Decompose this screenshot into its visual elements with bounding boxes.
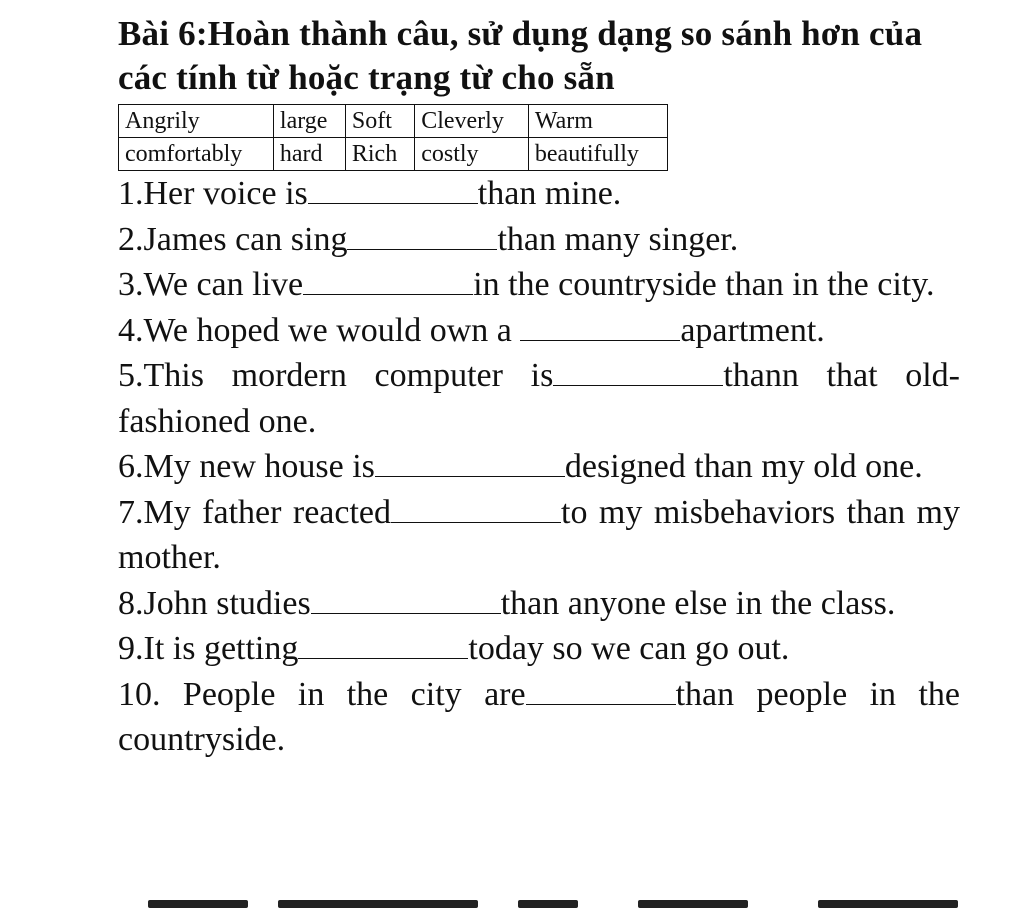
word-cell: beautifully bbox=[528, 138, 667, 171]
word-box-row bbox=[119, 105, 668, 138]
question-text-after: thann that old-fashioned one. bbox=[118, 357, 961, 440]
question-text-after: than many singer. bbox=[497, 220, 739, 258]
question-text-after: than anyone else in the class. bbox=[500, 584, 896, 622]
next-section-cut-off bbox=[118, 894, 960, 908]
question-3 bbox=[118, 262, 960, 308]
question-text-after: than mine. bbox=[477, 175, 622, 212]
exercise-title: Bài 6:Hoàn thành câu, sử dụng dạng so sánh hơn của các tính từ hoặc trạng từ cho sẵn bbox=[118, 14, 923, 97]
word-box-table bbox=[118, 104, 668, 171]
word-cell: Soft bbox=[345, 105, 414, 138]
question-7 bbox=[118, 490, 960, 581]
word-cell: large bbox=[273, 105, 345, 138]
question-text-before: 10. People in the city are bbox=[118, 675, 526, 713]
word-cell: Angrily bbox=[119, 105, 274, 138]
question-text-after: apartment. bbox=[680, 311, 825, 349]
question-text-before: 4.We hoped we would own a bbox=[118, 311, 521, 349]
answer-blank[interactable] bbox=[526, 674, 676, 705]
question-10 bbox=[118, 672, 960, 763]
question-5 bbox=[118, 353, 960, 444]
word-box-row bbox=[119, 138, 668, 171]
question-text-after: designed than my old one. bbox=[564, 448, 923, 485]
question-4 bbox=[118, 308, 960, 354]
question-text-before: 5.This mordern computer is bbox=[118, 357, 554, 394]
word-cell: Cleverly bbox=[415, 105, 529, 138]
word-cell: costly bbox=[415, 138, 529, 171]
question-text-before: 2.James can sing bbox=[118, 220, 348, 258]
question-6 bbox=[118, 444, 960, 490]
question-text-before: 1.Her voice is bbox=[118, 175, 308, 212]
question-list bbox=[118, 171, 960, 763]
answer-blank[interactable] bbox=[303, 264, 473, 295]
answer-blank[interactable] bbox=[298, 628, 468, 659]
answer-blank[interactable] bbox=[375, 446, 565, 477]
answer-blank[interactable] bbox=[520, 310, 680, 341]
question-text-before: 8.John studies bbox=[118, 584, 311, 622]
question-text-before: 7.My father reacted bbox=[118, 493, 392, 531]
question-9 bbox=[118, 626, 960, 672]
question-text-after: than people in the countryside. bbox=[118, 675, 960, 758]
answer-blank[interactable] bbox=[308, 173, 478, 204]
word-cell: hard bbox=[273, 138, 345, 171]
question-text-before: 9.It is getting bbox=[118, 630, 299, 667]
word-cell: Warm bbox=[528, 105, 667, 138]
question-1 bbox=[118, 171, 960, 217]
word-cell: Rich bbox=[345, 138, 414, 171]
question-text-before: 6.My new house is bbox=[118, 448, 375, 485]
exercise-page bbox=[118, 12, 960, 763]
question-2 bbox=[118, 217, 960, 263]
question-text-after: in the countryside than in the city. bbox=[473, 266, 935, 303]
question-text-after: today so we can go out. bbox=[468, 630, 790, 667]
question-8 bbox=[118, 581, 960, 627]
answer-blank[interactable] bbox=[347, 219, 497, 250]
answer-blank[interactable] bbox=[391, 492, 561, 523]
question-text-after: to my misbehaviors than my mother. bbox=[118, 493, 960, 576]
word-cell: comfortably bbox=[119, 138, 274, 171]
answer-blank[interactable] bbox=[553, 355, 723, 386]
question-text-before: 3.We can live bbox=[118, 266, 304, 303]
answer-blank[interactable] bbox=[311, 583, 501, 614]
